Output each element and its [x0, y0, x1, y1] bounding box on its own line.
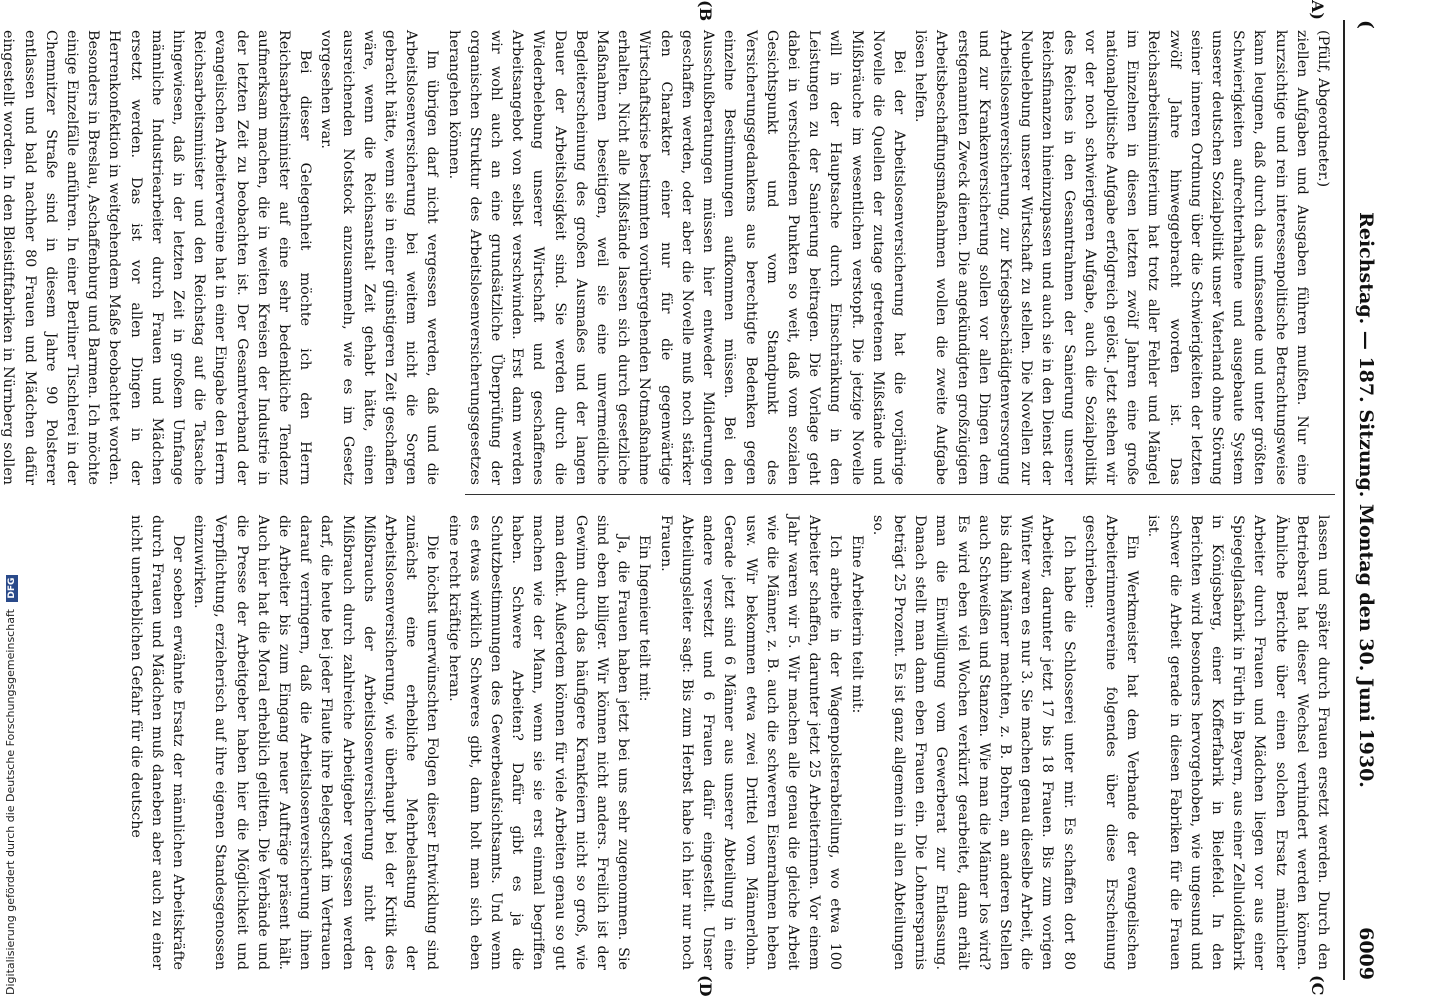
- paragraph: Ein Ingenieur teilt mit:: [636, 535, 653, 702]
- paragraph: Im übrigen darf nicht vergessen werden, daß und die Arbeitslosenversicherung bei weitem nicht die Sorgen gebracht hätte, wenn sie in einer günstigeren Zeit geschaffen wäre, wenn die Reichsanstalt Zeit gehabt hätte, einen ausreichenden Notstock anzusammeln, wie es im Gesetz vorgesehen war.: [318, 30, 441, 485]
- left-column: [0, 30, 1333, 485]
- paragraph: Ein Werkmeister hat dem Verbande der evangelischen Arbeiterinnenvereine folgendes über diese Erscheinung geschrieben:: [1081, 515, 1141, 970]
- margin-mark-d: (D: [696, 975, 715, 997]
- paragraph: Der soeben erwähnte Ersatz der männlichen Arbeitskräfte durch Frauen und Mädchen muß daneben aber auch zu einer nicht unerheblichen Gefahr für die deutsche: [127, 515, 187, 970]
- speaker-note: (Pfülf, Abgeordneter.): [1315, 30, 1331, 188]
- paragraph: Bei dieser Gelegenheit möchte ich den Herrn Reichsarbeitsminister auf eine sehr bedenkliche Tendenz aufmerksam machen, die in weiten Kreisen der Industrie in der letzten Zeit zu beobachten ist. Der Gesamtverband der evangelischen Arbeitervereine hat in einer Eingabe den Herrn Reichsarbeitsminister und den Reichstag auf die Tatsache hingewiesen, daß in der letzten Zeit in großem Umfange männliche Industriearbeiter durch Frauen und Mädchen ersetzt werden. Das ist vor allen Dingen in der Herrenkonfektion in weitgehendem Maße beobachtet worden. Besonders in Breslau, Aschaffenburg und Barmen. Ich möchte einige Einzelfälle anführen. In einer Berliner Tischlerei in der Chemnitzer Straße sind in diesem Jahre 90 Polsterer entlassen und bald nachher 80 Frauen und Mädchen dafür eingestellt worden. In den Bleistiftfabriken in Nürnberg sollen: [0, 30, 314, 485]
- quote: Ich arbeite in der Wagenpolsterabteilung, wo etwa 100 Arbeiter schaffen, darunter jetzt 25 Arbeiterinnen. Vor einem Jahr waren wir 5. Wir machen alle genau die gleiche Arbeit wie die Männer, z. B. auch die schweren Eisenrahmen heben usw. Wir bekommen etwa zwei Drittel vom Männerlohn. Gerade jetzt sind 6 Männer aus unserer Abteilung in eine andere versetzt und 6 Frauen dafür eingestellt. Unser Abteilungsleiter sagt: Bis zum Herbst habe ich hier nur noch Frauen.: [657, 515, 844, 970]
- paragraph: Die höchst unerwünschten Folgen dieser Entwicklung sind zunächst eine erhebliche Mehrbelastung der Arbeitslosenversicherung, wie überhaupt bei der Kritik des Mißbrauchs der Arbeitslosenversicherung nicht der Mißbrauch durch zahlreiche Arbeitgeber vergessen werden darf, die heute bei jeder Flaute ihre Belegschaft im Vertrauen darauf verringern, daß die Arbeitslosenversicherung ihnen die Arbeiter bis zum Eingang neuer Aufträge präsent hält. Auch hier hat die Moral erheblich gelitten. Die Verbände und die Presse der Arbeitgeber haben hier die Möglichkeit und Verpflichtung, erzieherisch auf ihre eigenen Standesgenossen einzuwirken.: [191, 515, 441, 970]
- page-number: 6009: [1355, 927, 1377, 980]
- page-header: [1347, 20, 1377, 980]
- dfg-logo: DFG: [6, 575, 18, 602]
- paragraph: Bei der Arbeitslosenversicherung hat die vorjährige Novelle die Quellen der zutage getretenen Mißstände und Mißbräuche im wesentlichen verstopft. Die jetzige Novelle will in der Hauptsache durch Einschränkung in den Leistungen zu der Sanierung beitragen. Die Vorlage geht dabei in verschiedenen Punkten so weit, daß vom sozialen Gesichtspunkt und vom Standpunkt des Versicherungsgedankens aus berechtigte Bedenken gegen einzelne Bestimmungen aufkommen müssen. Bei den Ausschußberatungen müssen hier entweder Milderungen geschaffen werden, oder aber die Novelle muß noch stärker den Charakter einer nur für die gegenwärtige Wirtschaftskrise bestimmten vorübergehenden Notmaßnahme erhalten. Nicht alle Mißstände lassen sich durch gesetzliche Maßnahmen beseitigen, weil sie eine unvermeidliche Begleiterscheinung des großen Ausmaßes und der langen Dauer der Arbeitslosigkeit sind. Sie werden durch die Wiederbelebung unserer Wirtschaft und geschaffenes Arbeitsangebot von selbst verschwinden. Erst dann werden wir wohl auch an eine grundsätzliche Überprüfung der organischen Struktur des Arbeitslosenversicherungsgesetzes herangehen können.: [445, 30, 907, 485]
- column-divider: [465, 494, 1335, 495]
- margin-mark-b: (B: [696, 0, 715, 22]
- header-rule: [1343, 20, 1345, 980]
- paragraph: lassen und später durch Frauen ersetzt werden. Durch den Betriebsrat hat dieser Wechsel verhindert werden können. Ähnliche Berichte über einen solchen Ersatz männlicher Arbeiter durch Frauen und Mädchen liegen vor aus einer Spiegelglasfabrik in Fürth in Bayern, aus einer Zelluloidfabrik in Königsberg, einer Kofferfabrik in Bielefeld. In den Berichten wird besonders hervorgehoben, wie ungesund und schwer die Arbeit gerade in diesen Fabriken für die Frauen ist.: [1145, 515, 1331, 970]
- quote: Ich habe die Schlosserei unter mir. Es schaffen dort 80 Arbeiter, darunter jetzt 17 bis 18 Frauen. Bis zum vorigen Winter waren es nur 3. Sie machen genau dieselbe Arbeit, die bis dahin Männer machten, z. B. Bohren, an anderen Stellen auch Schweißen und Stanzen. Wie man die Männer los wird? Es wird eben viel Wochen verkürzt gearbeitet, dann erhält man die Einwilligung vom Gewerberat zur Entlassung. Danach stellt man dann eben Frauen ein. Die Lohnersparnis beträgt 25 Prozent. Es ist ganz allgemein in allen Abteilungen so.: [869, 515, 1077, 970]
- header-left: (: [1355, 20, 1377, 29]
- right-column: [124, 515, 1333, 970]
- quote: Ja, die Frauen haben jetzt bei uns sehr zugenommen. Sie sind eben billiger. Wir können nicht anders. Freilich ist der Gewinn durch das häufigere Krankfeiern nicht so groß, wie man denkt. Außerdem können für viele Arbeiten genau so gut machen wie der Mann, wenn sie sie erst einmal begriffen haben. Schwere Arbeiten? Dafür gibt es ja die Schutzbestimmungen des Gewerbeaufsichtsamts. Und wenn es etwas wirklich Schweres gibt, dann holt man sich eben eine recht kräftige heran.: [445, 515, 632, 970]
- header-title: Reichstag. — 187. Sitzung. Montag den 30. Juni 1930.: [1355, 212, 1377, 788]
- digitization-footer: [4, 575, 18, 995]
- margin-mark-c: (C: [1308, 975, 1327, 996]
- margin-mark-a: A): [1308, 0, 1327, 20]
- paragraph: ziellen Aufgaben und Ausgaben führen mußten. Nur eine kurzsichtige und rein interessenpolitische Betrachtungsweise kann leugnen, daß durch das umfassende und unter größten Schwierigkeiten aufrechterhaltene und ausgebaute System unserer deutschen Sozialpolitik unser Vaterland ohne Störung seiner inneren Ordnung über die Schwierigkeiten der letzten zwölf Jahre hinweggebracht worden ist. Das Reichsarbeitsministerium hat trotz aller Fehler und Mängel im Einzelnen in diesen letzten zwölf Jahren eine große nationalpolitische Aufgabe erfolgreich gelöst. Jetzt stehen wir vor der noch schwierigeren Aufgabe, auch die Sozialpolitik des Reiches in den Gesamtrahmen der Sanierung unserer Reichsfinanzen hineinzupassen und auch sie in den Dienst der Neubelebung unserer Wirtschaft zu stellen. Die Novellen zur Arbeitslosenversicherung, zur Kriegsbeschädigtenversorgung und zur Krankenversicherung sollen vor allen Dingen dem erstgenannten Zweck dienen. Die angekündigten großzügigen Arbeitsbeschaffungsmaßnahmen wollen die zweite Aufgabe lösen helfen.: [912, 30, 1310, 485]
- paragraph: Eine Arbeiterin teilt mit:: [848, 535, 865, 714]
- footer-text: Digitalisierung gefördert durch die Deutsche Forschungsgemeinschaft: [4, 609, 17, 995]
